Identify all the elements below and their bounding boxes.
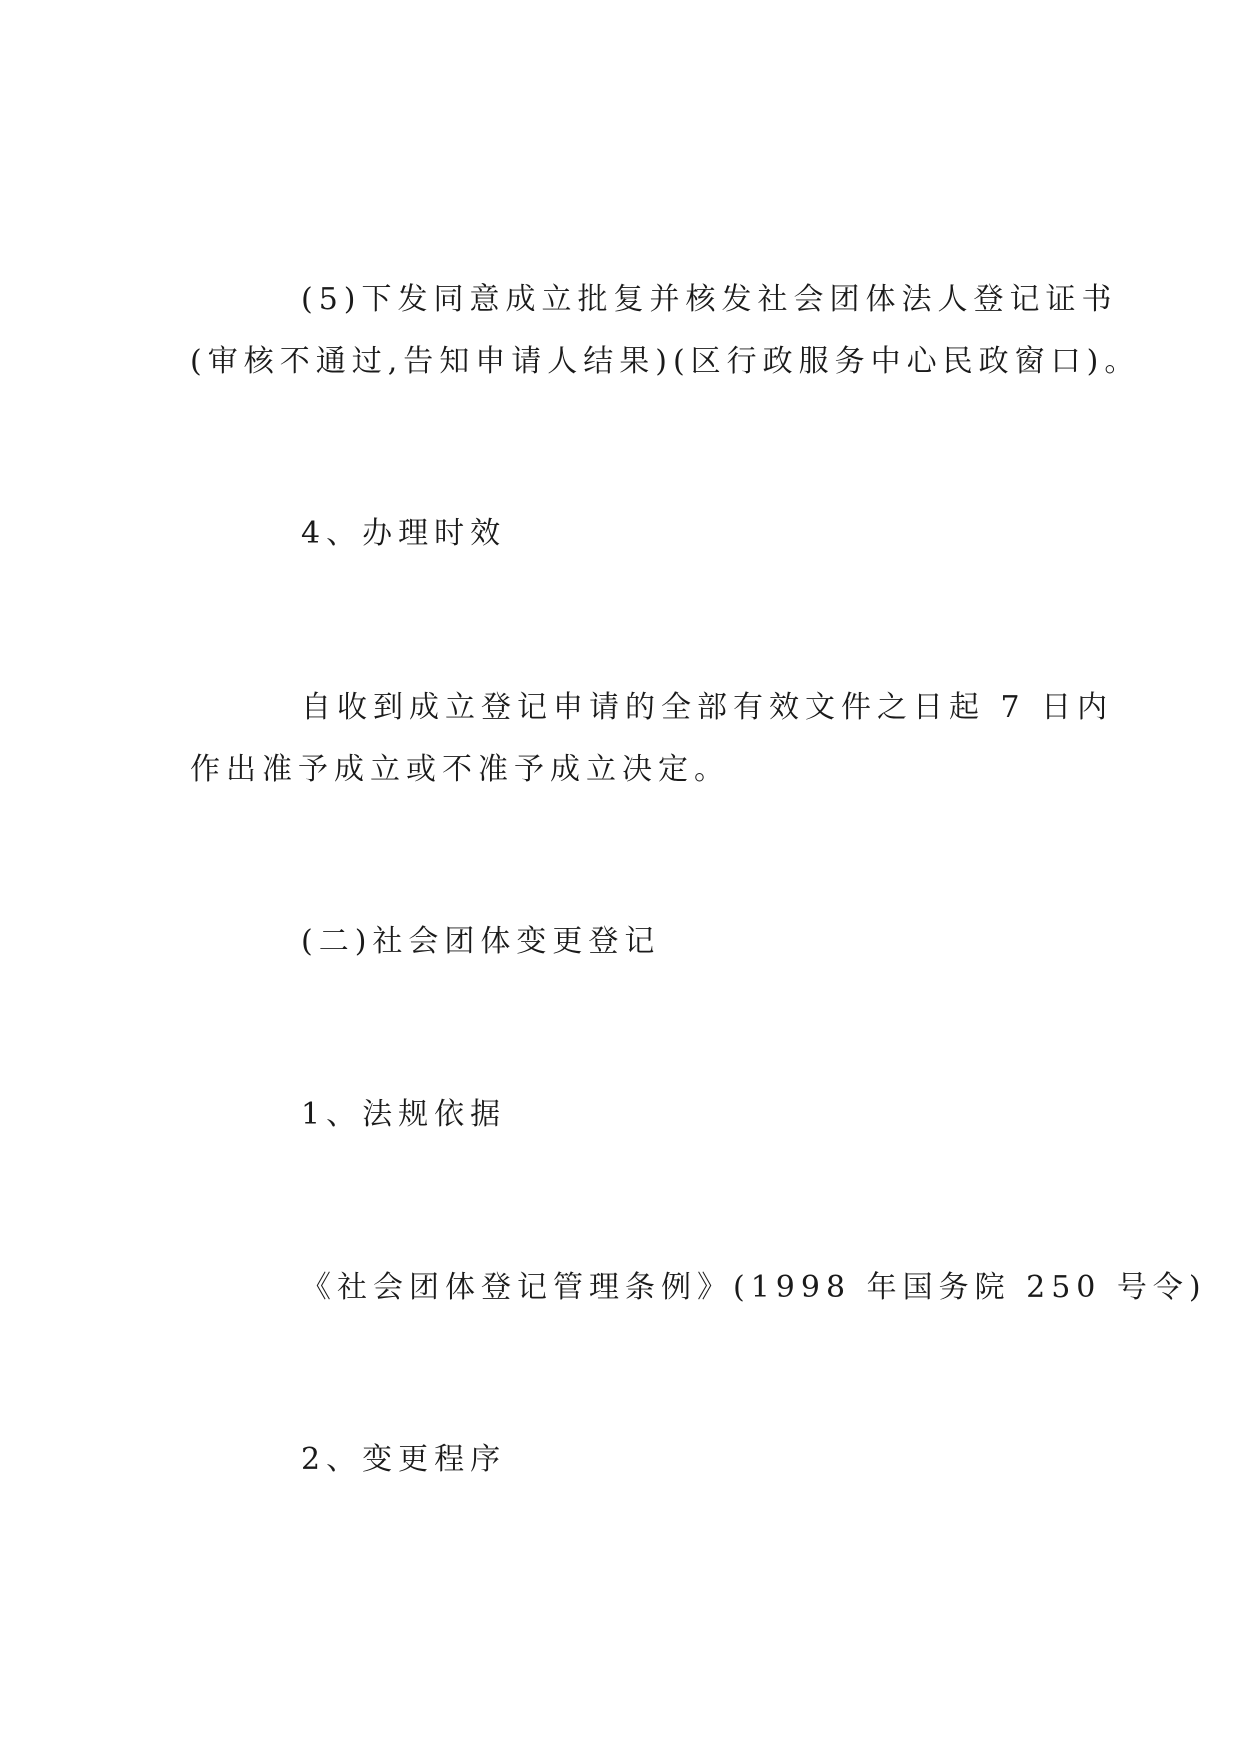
paragraph-5-line-1: (5)下发同意成立批复并核发社会团体法人登记证书 (301, 282, 1118, 317)
processing-time-line-2: 作出准予成立或不准予成立决定。 (190, 752, 730, 787)
processing-time-line-1: 自收到成立登记申请的全部有效文件之日起 7 日内 (301, 690, 1114, 725)
legal-basis-text: 《社会团体登记管理条例》(1998 年国务院 250 号令) (301, 1270, 1207, 1305)
heading-processing-time: 4、办理时效 (301, 516, 507, 551)
section-heading-change-registration: (二)社会团体变更登记 (301, 924, 661, 959)
heading-legal-basis: 1、法规依据 (301, 1097, 507, 1132)
heading-change-procedure: 2、变更程序 (301, 1442, 507, 1477)
paragraph-5-line-2: (审核不通过,告知申请人结果)(区行政服务中心民政窗口)。 (190, 344, 1141, 379)
